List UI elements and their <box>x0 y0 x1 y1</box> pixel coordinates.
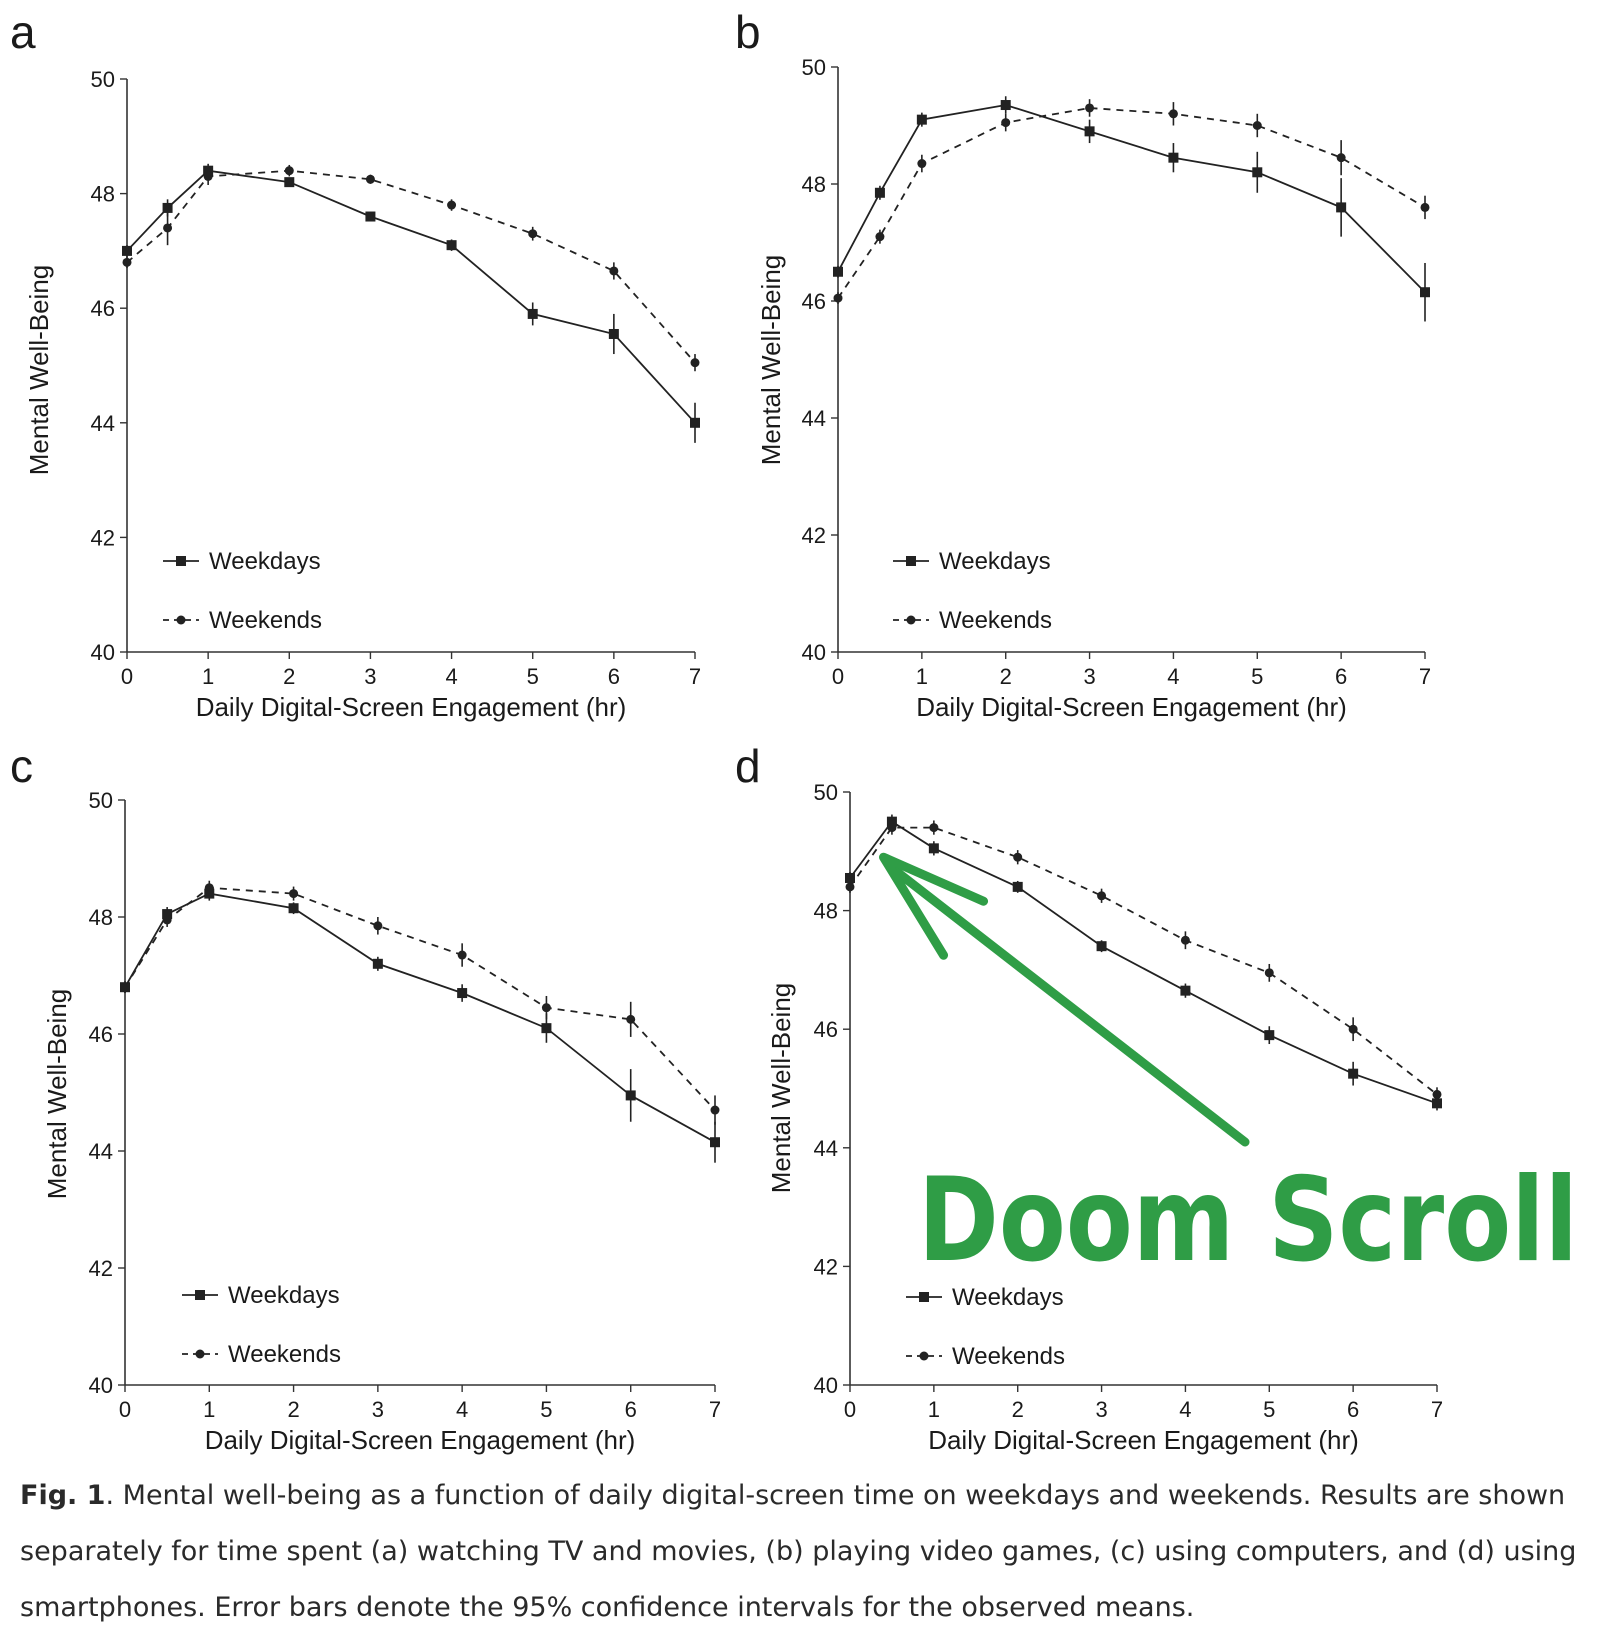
data-point-circle <box>917 159 926 168</box>
y-tick-label: 42 <box>90 525 115 551</box>
data-point-square <box>690 418 700 428</box>
legend-marker-circle <box>196 1350 205 1359</box>
data-point-circle <box>1265 968 1274 977</box>
x-tick-label: 3 <box>371 1397 384 1422</box>
annotation-arrow-shaft <box>894 869 1245 1142</box>
data-point-circle <box>609 266 618 275</box>
data-point-circle <box>1181 936 1190 945</box>
data-point-circle <box>123 258 132 267</box>
y-axis-label: Mental Well-Being <box>766 982 796 1194</box>
data-point-square <box>1264 1030 1274 1040</box>
y-tick-label: 40 <box>813 1373 838 1398</box>
data-point-circle <box>1421 203 1430 212</box>
y-tick-label: 40 <box>801 640 826 665</box>
series-line-weekends <box>850 828 1437 1095</box>
legend-marker-circle <box>177 616 186 625</box>
data-point-square <box>1013 882 1023 892</box>
data-point-circle <box>289 889 298 898</box>
x-tick-label: 7 <box>1430 1397 1444 1422</box>
annotation-text: Doom Scroll <box>918 1153 1578 1288</box>
legend-label: Weekdays <box>228 1282 340 1309</box>
x-tick-label: 6 <box>1347 1397 1360 1422</box>
x-tick-label: 4 <box>445 664 458 689</box>
y-axis-label: Mental Well-Being <box>42 988 72 1200</box>
y-tick-label: 50 <box>90 67 115 92</box>
data-point-square <box>1336 202 1346 212</box>
y-tick-label: 44 <box>801 406 826 431</box>
data-point-circle <box>373 921 382 930</box>
data-point-circle <box>1013 853 1022 862</box>
y-tick-label: 44 <box>88 1139 113 1164</box>
panel-letter: d <box>735 740 761 792</box>
series-line-weekends <box>125 888 715 1110</box>
y-tick-label: 46 <box>90 296 115 322</box>
x-tick-label: 5 <box>540 1397 553 1422</box>
y-tick-label: 48 <box>813 898 838 924</box>
data-point-square <box>289 903 299 913</box>
legend-marker-square <box>176 556 186 566</box>
chart-panel-b <box>735 6 1431 722</box>
x-tick-label: 5 <box>1263 1397 1276 1422</box>
series-weekends <box>121 881 720 1125</box>
x-tick-label: 2 <box>283 664 296 689</box>
data-point-square <box>917 115 927 125</box>
data-point-circle <box>1097 891 1106 900</box>
x-tick-label: 7 <box>708 1397 722 1422</box>
data-point-circle <box>205 883 214 892</box>
data-point-square <box>1252 167 1262 177</box>
data-point-circle <box>1337 153 1346 162</box>
legend <box>893 548 1052 634</box>
data-point-circle <box>542 1003 551 1012</box>
doom-scroll-annotation <box>884 857 1578 1288</box>
data-point-square <box>284 177 294 187</box>
data-point-square <box>122 246 132 256</box>
y-tick-label: 42 <box>801 523 826 548</box>
data-point-square <box>1348 1069 1358 1079</box>
series-weekdays <box>833 96 1430 321</box>
x-tick-label: 7 <box>688 664 702 689</box>
x-axis-label: Daily Digital-Screen Engagement (hr) <box>204 1425 636 1455</box>
panel-letter: b <box>735 6 761 58</box>
series-weekdays <box>122 164 700 443</box>
legend-label: Weekends <box>209 607 322 634</box>
x-tick-label: 2 <box>287 1397 300 1422</box>
chart-panel-c <box>10 740 721 1455</box>
data-point-circle <box>285 166 294 175</box>
data-point-square <box>710 1137 720 1147</box>
chart-panel-a <box>10 6 701 722</box>
x-tick-label: 0 <box>120 664 134 689</box>
legend-label: Weekdays <box>952 1284 1064 1311</box>
data-point-square <box>833 267 843 277</box>
x-tick-label: 0 <box>118 1397 132 1422</box>
data-point-circle <box>1253 121 1262 130</box>
data-point-square <box>875 188 885 198</box>
data-point-square <box>365 212 375 222</box>
data-point-circle <box>528 229 537 238</box>
y-tick-label: 46 <box>801 289 826 314</box>
y-tick-label: 48 <box>801 172 826 197</box>
figure-caption <box>20 1468 1580 1636</box>
data-point-square <box>528 309 538 319</box>
y-tick-label: 46 <box>813 1017 838 1043</box>
x-tick-label: 4 <box>1179 1397 1192 1422</box>
data-point-square <box>1097 941 1107 951</box>
x-tick-label: 1 <box>927 1397 940 1422</box>
y-tick-label: 50 <box>801 55 826 80</box>
data-point-circle <box>1433 1090 1442 1099</box>
x-tick-label: 3 <box>364 664 377 689</box>
data-point-square <box>447 240 457 250</box>
y-tick-label: 46 <box>88 1022 113 1047</box>
y-tick-label: 50 <box>813 780 838 805</box>
x-tick-label: 4 <box>456 1397 469 1422</box>
series-weekends <box>834 99 1430 304</box>
legend-marker-circle <box>907 616 916 625</box>
caption-text: . Mental well-being as a function of daily digital-screen time on weekdays and weekends. Results are shown separately for time spent (a) watching TV and movies, (b) playing video games, (c) using computers, and (d) using smartphones. Error bars denote the 95% confidence intervals for the observed means. <box>20 1480 1577 1623</box>
data-point-circle <box>834 294 843 303</box>
data-point-square <box>457 988 467 998</box>
legend-label: Weekends <box>952 1343 1065 1370</box>
x-tick-label: 5 <box>1251 664 1264 689</box>
data-point-square <box>609 329 619 339</box>
chart-panel-d <box>735 740 1578 1455</box>
y-tick-label: 42 <box>88 1256 113 1281</box>
data-point-circle <box>1169 109 1178 118</box>
y-tick-label: 44 <box>90 410 115 436</box>
legend <box>906 1284 1065 1370</box>
y-tick-label: 44 <box>813 1135 838 1161</box>
y-tick-label: 40 <box>90 640 115 665</box>
legend-marker-square <box>906 556 916 566</box>
x-axis-label: Daily Digital-Screen Engagement (hr) <box>928 1425 1359 1455</box>
legend-marker-circle <box>920 1352 929 1361</box>
x-tick-label: 1 <box>202 664 215 689</box>
legend-marker-square <box>919 1292 929 1302</box>
x-tick-label: 6 <box>1335 664 1348 689</box>
series-line-weekdays <box>127 171 695 423</box>
panel-letter: c <box>10 740 33 792</box>
x-tick-label: 2 <box>999 664 1012 689</box>
data-point-square <box>626 1090 636 1100</box>
data-point-circle <box>163 223 172 232</box>
x-tick-label: 4 <box>1167 664 1180 689</box>
x-tick-label: 5 <box>526 664 539 689</box>
legend <box>163 548 322 634</box>
y-tick-label: 40 <box>88 1373 113 1398</box>
data-point-circle <box>887 823 896 832</box>
data-point-square <box>373 959 383 969</box>
data-point-circle <box>121 983 130 992</box>
data-point-circle <box>846 882 855 891</box>
legend-label: Weekdays <box>209 548 321 575</box>
data-point-circle <box>204 172 213 181</box>
caption-label: Fig. 1 <box>20 1480 106 1511</box>
data-point-circle <box>1001 118 1010 127</box>
x-tick-label: 1 <box>203 1397 216 1422</box>
data-point-square <box>1180 986 1190 996</box>
data-point-circle <box>875 232 884 241</box>
data-point-circle <box>691 358 700 367</box>
x-tick-label: 0 <box>831 664 845 689</box>
series-weekends <box>123 165 700 371</box>
x-tick-label: 6 <box>624 1397 637 1422</box>
data-point-square <box>929 843 939 853</box>
series-line-weekdays <box>838 105 1425 292</box>
data-point-circle <box>458 951 467 960</box>
data-point-circle <box>1349 1025 1358 1034</box>
x-tick-label: 3 <box>1083 664 1096 689</box>
data-point-square <box>1420 287 1430 297</box>
x-tick-label: 0 <box>843 1397 857 1422</box>
y-tick-label: 42 <box>813 1254 838 1280</box>
legend-label: Weekends <box>228 1341 341 1368</box>
x-tick-label: 1 <box>915 664 928 689</box>
data-point-circle <box>626 1015 635 1024</box>
legend-label: Weekdays <box>939 548 1051 575</box>
data-point-square <box>541 1023 551 1033</box>
data-point-circle <box>447 201 456 210</box>
y-axis-label: Mental Well-Being <box>24 264 54 476</box>
data-point-square <box>1085 126 1095 136</box>
data-point-circle <box>711 1106 720 1115</box>
legend <box>182 1282 341 1368</box>
data-point-circle <box>163 915 172 924</box>
x-axis-label: Daily Digital-Screen Engagement (hr) <box>195 692 627 722</box>
data-point-square <box>1001 100 1011 110</box>
legend-marker-square <box>195 1290 205 1300</box>
y-tick-label: 48 <box>88 905 113 930</box>
y-axis-label: Mental Well-Being <box>756 254 786 466</box>
data-point-circle <box>929 823 938 832</box>
data-point-circle <box>1085 103 1094 112</box>
data-point-circle <box>366 175 375 184</box>
y-tick-label: 50 <box>88 788 113 813</box>
x-axis-label: Daily Digital-Screen Engagement (hr) <box>916 692 1347 722</box>
panel-letter: a <box>10 6 36 58</box>
x-tick-label: 7 <box>1418 664 1432 689</box>
x-tick-label: 6 <box>607 664 620 689</box>
data-point-square <box>1168 153 1178 163</box>
x-tick-label: 2 <box>1011 1397 1024 1422</box>
y-tick-label: 48 <box>90 181 115 207</box>
legend-label: Weekends <box>939 607 1052 634</box>
x-tick-label: 3 <box>1095 1397 1108 1422</box>
